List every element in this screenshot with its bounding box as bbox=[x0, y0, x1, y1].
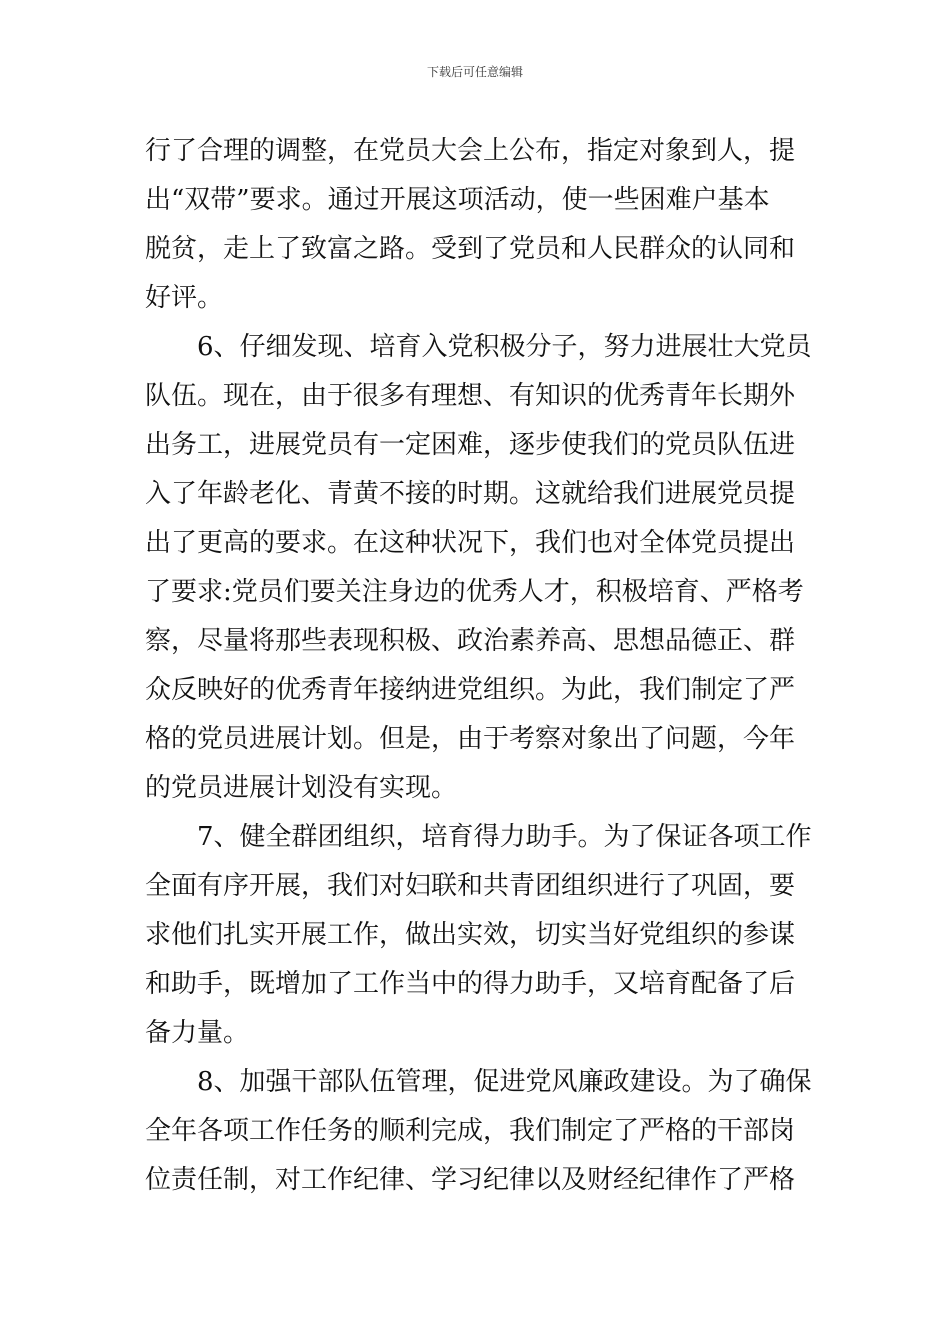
paragraph-start-line: 8、加强干部队伍管理，促进党风廉政建设。为了确保 bbox=[197, 1067, 812, 1097]
text-line: 众反映好的优秀青年接纳进党组织。为此，我们制定了严 bbox=[145, 675, 796, 705]
text-line: 好评。 bbox=[145, 283, 224, 313]
text-line: 位责任制，对工作纪律、学习纪律以及财经纪律作了严格 bbox=[145, 1165, 796, 1195]
text-line: 入了年龄老化、青黄不接的时期。这就给我们进展党员提 bbox=[145, 479, 796, 509]
text-line: 的党员进展计划没有实现。 bbox=[145, 773, 458, 803]
text-line: 队伍。现在，由于很多有理想、有知识的优秀青年长期外 bbox=[145, 381, 796, 411]
text-line: 全面有序开展，我们对妇联和共青团组织进行了巩固，要 bbox=[145, 871, 796, 901]
text-line: 格的党员进展计划。但是，由于考察对象出了问题，今年 bbox=[145, 724, 796, 754]
body-text bbox=[145, 127, 815, 1205]
text-line: 求他们扎实开展工作，做出实效，切实当好党组织的参谋 bbox=[145, 920, 796, 950]
text-line: 行了合理的调整，在党员大会上公布，指定对象到人，提 bbox=[145, 136, 796, 166]
paragraph-start-line: 6、仔细发现、培育入党积极分子，努力进展壮大党员 bbox=[197, 332, 812, 362]
text-line: 出“双带”要求。通过开展这项活动，使一些困难户基本 bbox=[145, 185, 770, 215]
text-line: 和助手，既增加了工作当中的得力助手，又培育配备了后 bbox=[145, 969, 796, 999]
text-line: 脱贫，走上了致富之路。受到了党员和人民群众的认同和 bbox=[145, 234, 796, 264]
paragraph-start-line: 7、健全群团组织，培育得力助手。为了保证各项工作 bbox=[197, 822, 812, 852]
text-line: 出了更高的要求。在这种状况下，我们也对全体党员提出 bbox=[145, 528, 796, 558]
text-line: 备力量。 bbox=[145, 1018, 250, 1048]
text-line: 了要求:党员们要关注身边的优秀人才，积极培育、严格考 bbox=[145, 577, 804, 607]
page-header: 下载后可任意编辑 bbox=[426, 65, 523, 79]
text-line: 全年各项工作任务的顺利完成，我们制定了严格的干部岗 bbox=[145, 1116, 796, 1146]
text-line: 察，尽量将那些表现积极、政治素养高、思想品德正、群 bbox=[145, 626, 796, 656]
text-line: 出务工，进展党员有一定困难，逐步使我们的党员队伍进 bbox=[145, 430, 796, 460]
